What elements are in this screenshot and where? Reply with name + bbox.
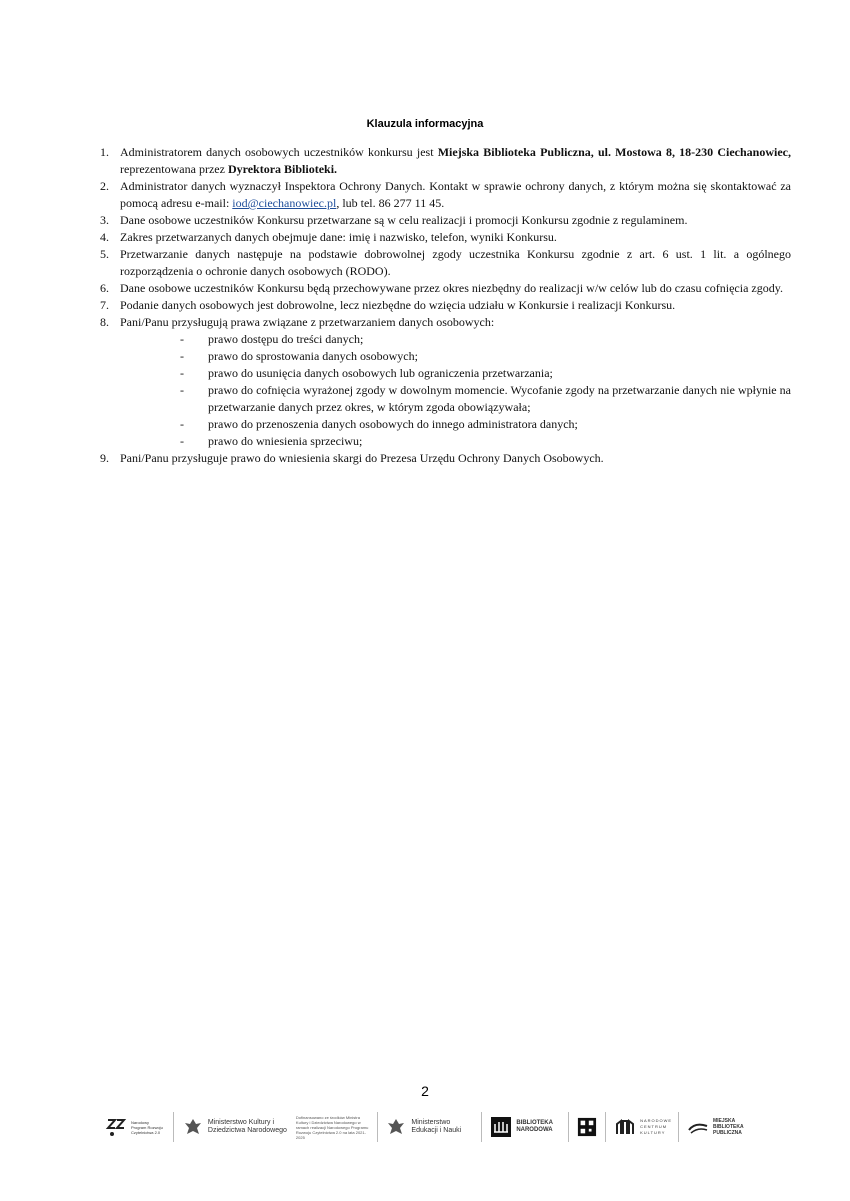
mein-logo bbox=[385, 1109, 473, 1145]
bn-text: BIBLIOTEKA NARODOWA bbox=[516, 1120, 553, 1133]
dash-bullet: - bbox=[180, 434, 184, 448]
sub-list-item-text: prawo do przenoszenia danych osobowych do innego administratora danych; bbox=[208, 417, 578, 431]
text-run: Administrator danych wyznaczył Inspektora Ochrony Danych. Kontakt w sprawie ochrony danych, z którym można się skontaktować za pomocą adresu e-mail: bbox=[120, 179, 791, 210]
nprc-text: Narodowy Program Rozwoju Czytelnictwa 2.0 bbox=[131, 1119, 163, 1135]
text-run: , lub tel. 86 277 11 45. bbox=[336, 196, 445, 210]
sub-list-item-text: prawo do wniesienia sprzeciwu; bbox=[208, 434, 363, 448]
divider bbox=[605, 1112, 606, 1142]
list-item-number: 1. bbox=[100, 145, 109, 159]
list-item-number: 8. bbox=[100, 315, 109, 329]
list-item-text bbox=[120, 246, 791, 280]
bn-logo bbox=[490, 1109, 560, 1145]
page-number: 2 bbox=[421, 1083, 429, 1099]
book-swirl-icon bbox=[687, 1116, 709, 1138]
list-item-text bbox=[120, 144, 791, 178]
eagle-emblem-icon bbox=[385, 1116, 407, 1138]
dash-bullet: - bbox=[180, 332, 184, 346]
dash-bullet: - bbox=[180, 417, 184, 431]
mbp-logo bbox=[687, 1109, 755, 1145]
nck-text: NARODOWE CENTRUM KULTURY bbox=[640, 1118, 673, 1135]
email-link[interactable]: iod@ciechanowiec.pl bbox=[232, 196, 337, 210]
sub-list-item bbox=[180, 416, 791, 433]
divider bbox=[481, 1112, 482, 1142]
list-item-number: 9. bbox=[100, 451, 109, 465]
text-run: Dane osobowe uczestników Konkursu przetwarzane są w celu realizacji i promocji Konkursu zgodnie z regulaminem. bbox=[120, 213, 688, 227]
list-item-text bbox=[120, 297, 791, 314]
list-item-number: 3. bbox=[100, 213, 109, 227]
list-item-text bbox=[120, 229, 791, 246]
list-item bbox=[96, 229, 791, 246]
list-item-number: 7. bbox=[100, 298, 109, 312]
text-run: Zakres przetwarzanych danych obejmuje dane: imię i nazwisko, telefon, wyniki Konkursu. bbox=[120, 230, 557, 244]
list-item bbox=[96, 450, 791, 467]
text-run: Przetwarzanie danych następuje na podstawie dobrowolnej zgody uczestnika Konkursu zgodnie z art. 6 ust. 1 lit. a ogólnego rozporządzenia o ochronie danych osobowych (RODO). bbox=[120, 247, 791, 278]
text-run: Pani/Panu przysługują prawa związane z przetwarzaniem danych osobowych: bbox=[120, 315, 495, 329]
qr-code-icon bbox=[577, 1116, 597, 1138]
nprc-logo-icon bbox=[105, 1116, 127, 1138]
divider bbox=[568, 1112, 569, 1142]
dash-bullet: - bbox=[180, 366, 184, 380]
mbp-text: MIEJSKA BIBLIOTEKA PUBLICZNA bbox=[713, 1118, 744, 1136]
list-item bbox=[96, 212, 791, 229]
list-item-number: 2. bbox=[100, 179, 109, 193]
list-item bbox=[96, 297, 791, 314]
sub-list-item-text: prawo do usunięcia danych osobowych lub ograniczenia przetwarzania; bbox=[208, 366, 553, 380]
list-item bbox=[96, 280, 791, 297]
divider bbox=[678, 1112, 679, 1142]
list-item-text bbox=[120, 314, 791, 331]
list-item-number: 6. bbox=[100, 281, 109, 295]
bold-text: Dyrektora Biblioteki. bbox=[227, 162, 338, 176]
list-item-text bbox=[120, 212, 791, 229]
list-item bbox=[96, 144, 791, 178]
sub-list-item-text: prawo do cofnięcia wyrażonej zgody w dowolnym momencie. Wycofanie zgody na przetwarzanie danych nie wpłynie na przetwarzanie danych przez okres, w którym zgoda obowiązywała; bbox=[208, 383, 791, 414]
dash-bullet: - bbox=[180, 383, 184, 397]
list-item-number: 5. bbox=[100, 247, 109, 261]
text-run: reprezentowana przez bbox=[120, 162, 228, 176]
list-item bbox=[96, 178, 791, 212]
text-run: Administratorem danych osobowych uczestników konkursu jest bbox=[120, 145, 438, 159]
mkidn-logo bbox=[182, 1109, 288, 1145]
nprc-logo bbox=[105, 1109, 165, 1145]
sponsor-logo-strip bbox=[105, 1107, 755, 1147]
eagle-emblem-icon bbox=[182, 1116, 204, 1138]
page-title: Klauzula informacyjna bbox=[366, 118, 484, 130]
list-item-text bbox=[120, 450, 791, 467]
sub-list-item-text: prawo dostępu do treści danych; bbox=[208, 332, 364, 346]
text-run: Pani/Panu przysługuje prawo do wniesienia skargi do Prezesa Urzędu Ochrony Danych Osobowych. bbox=[120, 451, 604, 465]
mkidn-text: Ministerstwo Kultury i Dziedzictwa Narodowego bbox=[207, 1119, 287, 1134]
dash-bullet: - bbox=[180, 349, 184, 363]
bold-text: Miejska Biblioteka Publiczna, ul. Mostowa 8, 18-230 Ciechanowiec, bbox=[437, 145, 791, 159]
sub-list-item bbox=[180, 382, 791, 416]
bn-emblem-icon bbox=[490, 1116, 512, 1138]
nck-emblem-icon bbox=[614, 1116, 636, 1138]
divider bbox=[377, 1112, 378, 1142]
sub-list-item bbox=[180, 365, 791, 382]
list-item-text bbox=[120, 178, 791, 212]
divider bbox=[173, 1112, 174, 1142]
funding-note: Dofinansowano ze środków Ministra Kultury i Dziedzictwa Narodowego w ramach realizacji Narodowego Programu Rozwoju Czytelnictwa 2.0 na lata 2021-2025 bbox=[295, 1114, 369, 1140]
text-run: Dane osobowe uczestników Konkursu będą przechowywane przez okres niezbędny do realizacji w/w celów lub do czasu cofnięcia zgody. bbox=[120, 281, 783, 295]
sub-list-item bbox=[180, 433, 791, 450]
nck-logo bbox=[614, 1109, 673, 1145]
sub-list-item bbox=[180, 348, 791, 365]
text-run: Podanie danych osobowych jest dobrowolne, lecz niezbędne do wzięcia udziału w Konkursie i realizacji Konkursu. bbox=[120, 298, 676, 312]
list-item-number: 4. bbox=[100, 230, 109, 244]
mein-text: Ministerstwo Edukacji i Nauki bbox=[411, 1119, 462, 1134]
numbered-clause-list bbox=[96, 144, 791, 467]
sub-list-item bbox=[180, 331, 791, 348]
sub-list-item-text: prawo do sprostowania danych osobowych; bbox=[208, 349, 418, 363]
list-item bbox=[96, 246, 791, 280]
list-item bbox=[96, 314, 791, 331]
list-item-text bbox=[120, 280, 791, 297]
